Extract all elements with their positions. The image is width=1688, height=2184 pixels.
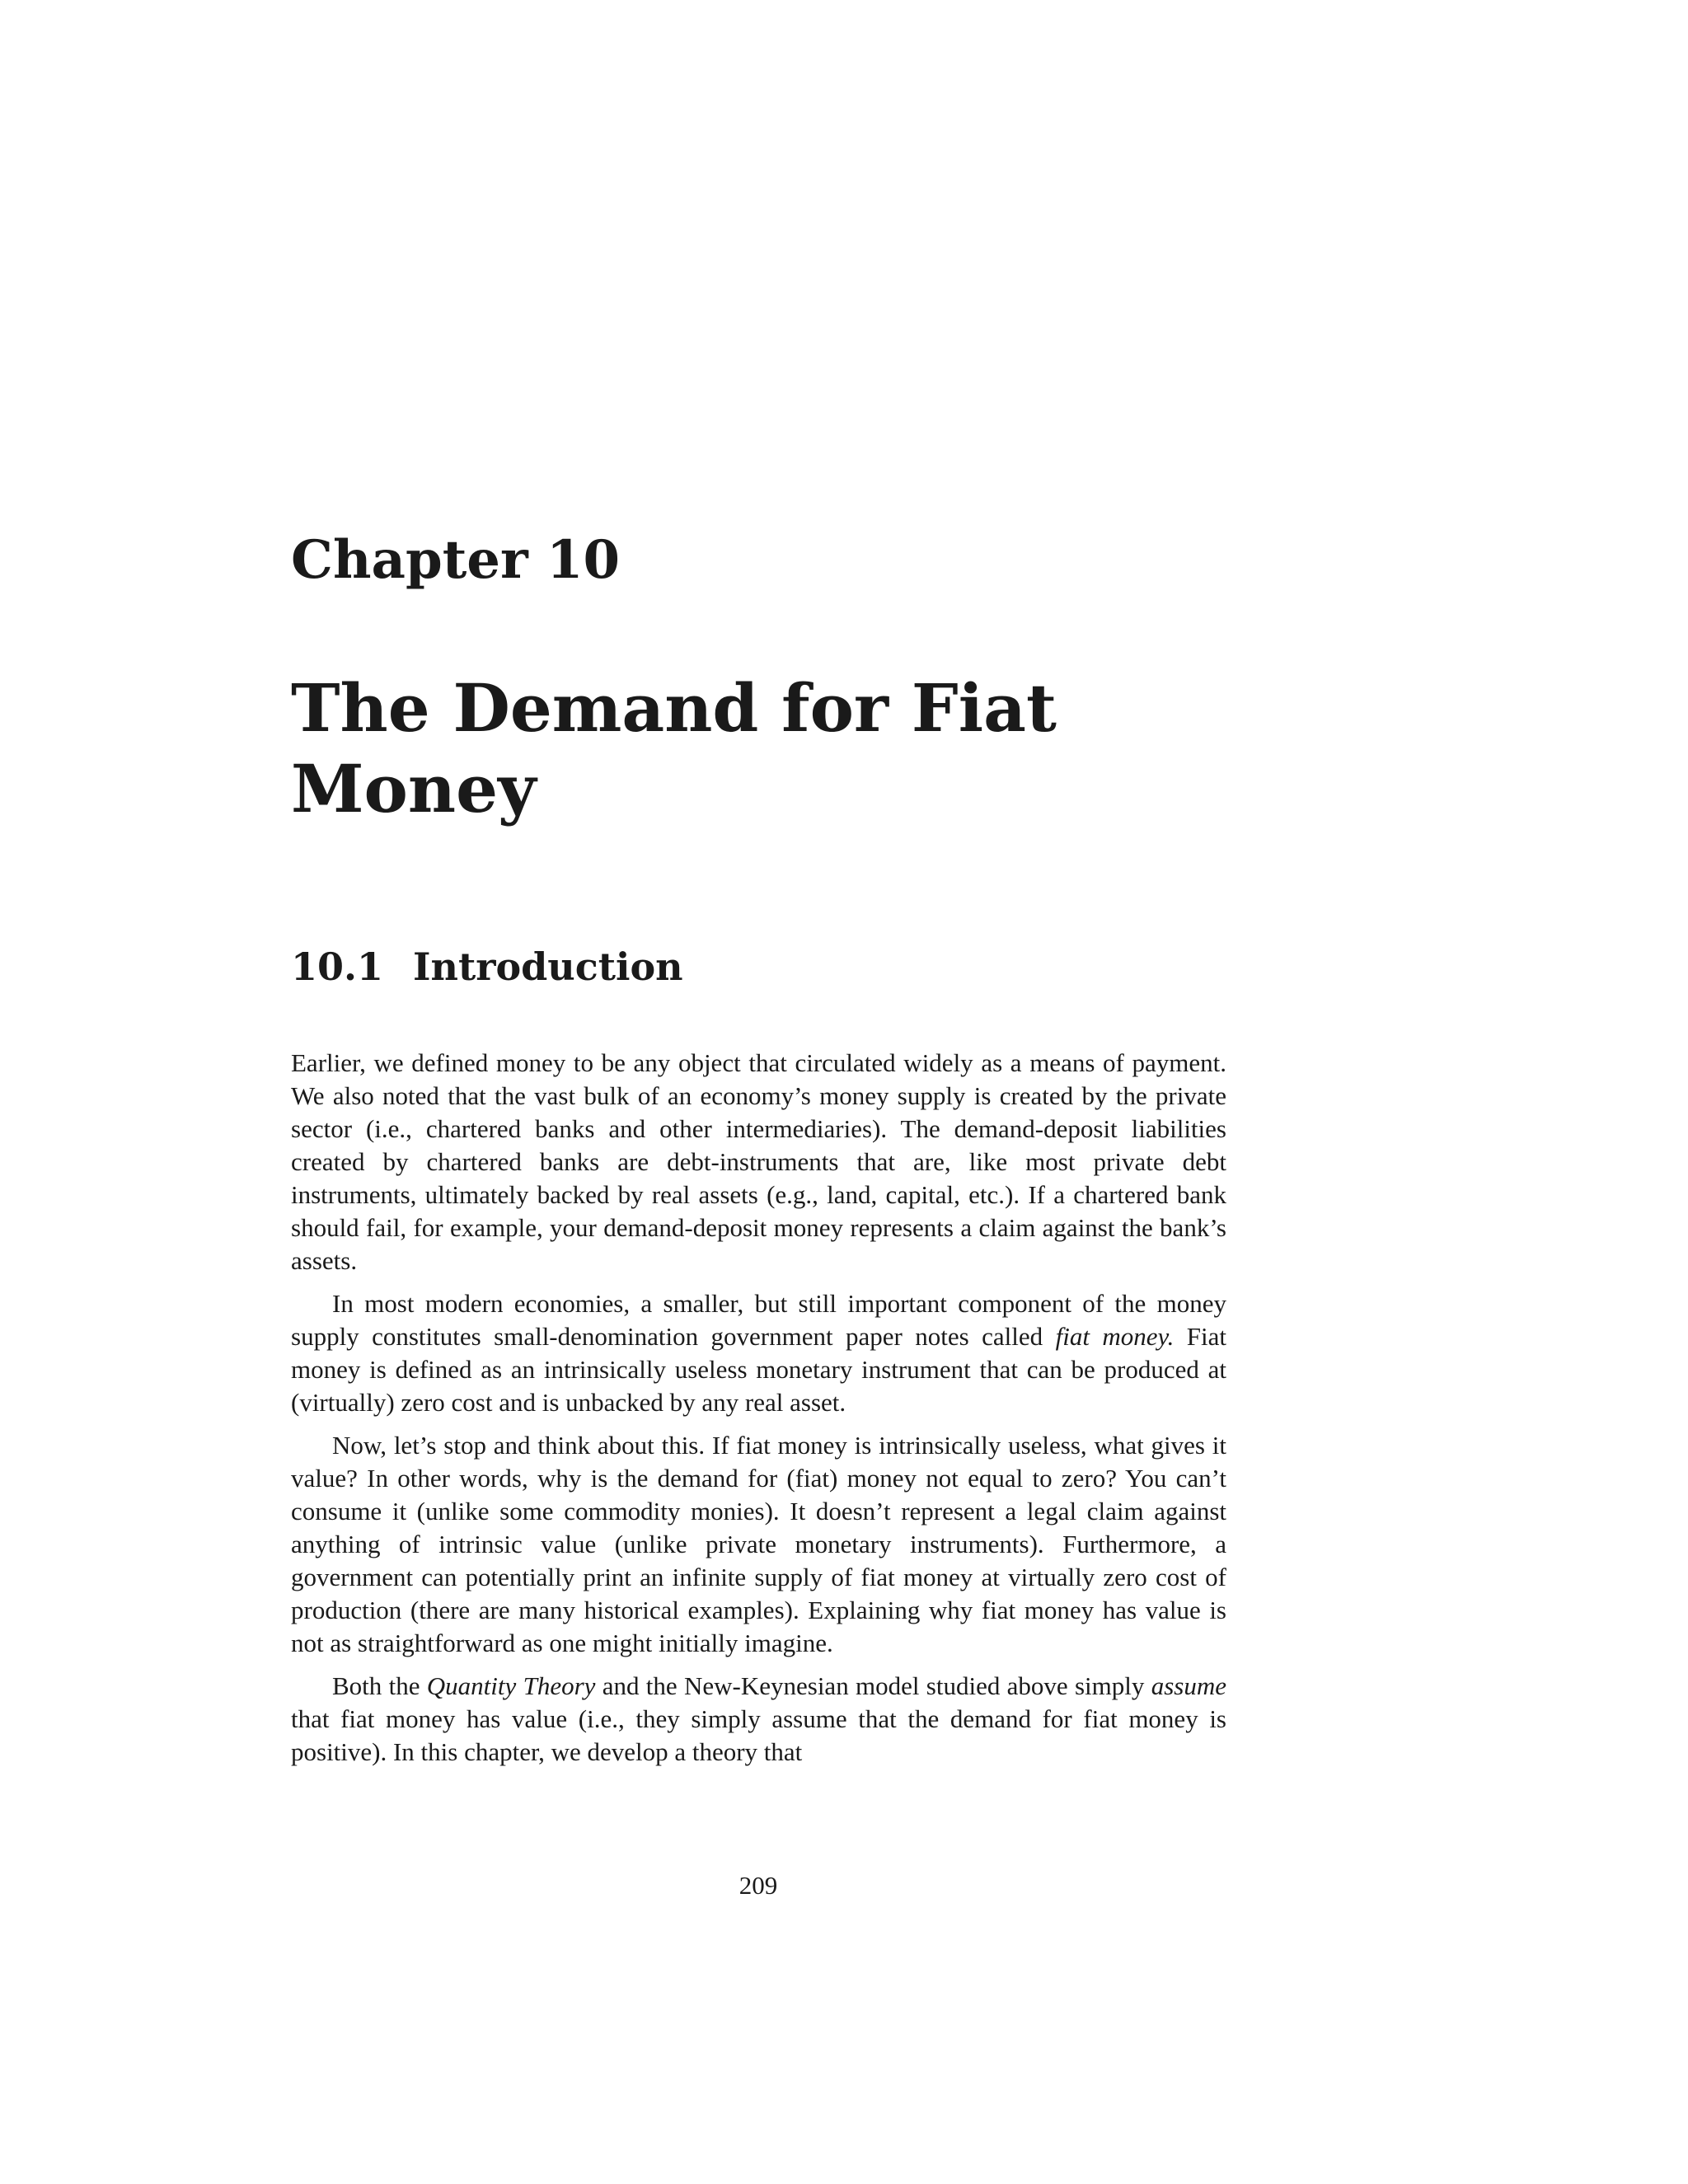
section-heading [291,944,683,990]
paragraph-3: Now, let’s stop and think about this. If fiat money is intrinsically useless, what gives it value? In other words, why is the demand for (fiat) money not equal to zero? You can’t consume it (unlike some commodity monies). It doesn’t represent a legal claim against anything of intrinsic value (unlike private monetary instruments). Furthermore, a government can potentially print an infinite supply of fiat money at virtually zero cost of production (there are many historical examples). Explaining why fiat money has value is not as straightforward as one might initially imagine. [291,1431,1226,1657]
paragraph-4-emphasis-2: assume [1151,1671,1226,1700]
paragraph-4-emphasis-1: Quantity Theory [426,1671,596,1700]
paragraph-4-text-1: Both the [332,1671,427,1700]
section-title: Introduction [413,944,683,989]
paragraph-2-text-after: Fiat money is defined as an intrinsically useless monetary instrument that can be produced at (virtually) zero cost and is unbacked by any real asset. [291,1322,1226,1417]
paragraph-4 [291,1670,1226,1769]
chapter-label: Chapter 10 [291,529,621,591]
paragraph-2-text-before: In most modern economies, a smaller, but still important component of the money supply constitutes small-denomination government paper notes called [291,1289,1226,1351]
paragraph-2 [291,1287,1226,1419]
section-number: 10.1 [291,944,384,989]
page-number: 209 [738,1871,778,1900]
paragraph-1: Earlier, we defined money to be any object that circulated widely as a means of payment. We also noted that the vast bulk of an economy’s money supply is created by the private sector (i.e., chartered banks and other intermediaries). The demand-deposit liabilities created by chartered banks are debt-instruments that are, like most private debt instruments, ultimately backed by real assets (e.g., land, capital, etc.). If a chartered bank should fail, for example, your demand-deposit money represents a claim against the bank’s assets. [291,1048,1226,1275]
body-text [291,1047,1226,1779]
paragraph-4-text-2: and the New-Keynesian model studied above simply [595,1671,1151,1700]
chapter-title: The Demand for Fiat Money [291,669,1057,827]
paragraph-4-text-3: that fiat money has value (i.e., they simply assume that the demand for fiat money is positive). In this chapter, we develop a theory that [291,1704,1226,1766]
paragraph-2-emphasis: fiat money. [1055,1322,1175,1351]
